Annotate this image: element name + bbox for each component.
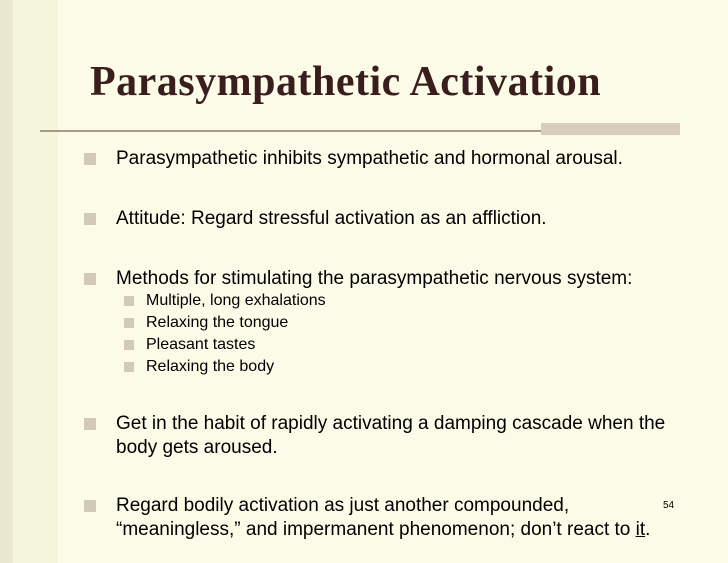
sub-bullet-square-icon: [124, 318, 134, 328]
bullet-text: Attitude: Regard stressful activation as an affliction.: [116, 208, 547, 229]
sub-bullet-text: Relaxing the body: [146, 358, 275, 375]
sub-bullet-square-icon: [124, 362, 134, 372]
bullet-text-end: .: [645, 519, 651, 540]
bullet-item: [84, 267, 684, 291]
sub-bullet-text: Multiple, long exhalations: [146, 292, 326, 309]
title-divider-accent: [541, 123, 680, 135]
sub-bullet-square-icon: [124, 296, 134, 306]
bullet-text: Parasympathetic inhibits sympathetic and hormonal arousal.: [116, 148, 623, 169]
left-decorative-band-inner: [13, 0, 58, 563]
bullet-square-icon: [84, 418, 96, 430]
sub-bullet-item: [124, 290, 326, 312]
bullet-square-icon: [84, 273, 96, 285]
page-number: 54: [663, 500, 675, 511]
slide-title: Parasympathetic Activation: [90, 59, 602, 105]
bullet-square-icon: [84, 500, 96, 512]
bullet-square-icon: [84, 153, 96, 165]
bullet-text: Get in the habit of rapidly activating a damping cascade when the body gets aroused.: [116, 413, 666, 458]
sub-bullet-item: [124, 334, 255, 356]
bullet-item: [84, 494, 684, 542]
underlined-word: it: [635, 519, 646, 540]
sub-bullet-item: [124, 312, 288, 334]
bullet-text: [116, 494, 684, 542]
bullet-item: [84, 207, 684, 231]
left-decorative-band: [0, 0, 13, 563]
sub-bullet-text: Relaxing the tongue: [146, 314, 289, 331]
sub-bullet-text: Pleasant tastes: [146, 336, 256, 353]
sub-bullet-item: [124, 356, 274, 378]
bullet-item: [84, 412, 684, 460]
bullet-text-main: Regard bodily activation as just another compounded, “meaningless,” and impermanent phenomenon; don’t react to: [116, 495, 636, 540]
sub-bullet-square-icon: [124, 340, 134, 350]
bullet-item: [84, 147, 684, 171]
bullet-text: Methods for stimulating the parasympathetic nervous system:: [116, 268, 633, 289]
bullet-square-icon: [84, 213, 96, 225]
